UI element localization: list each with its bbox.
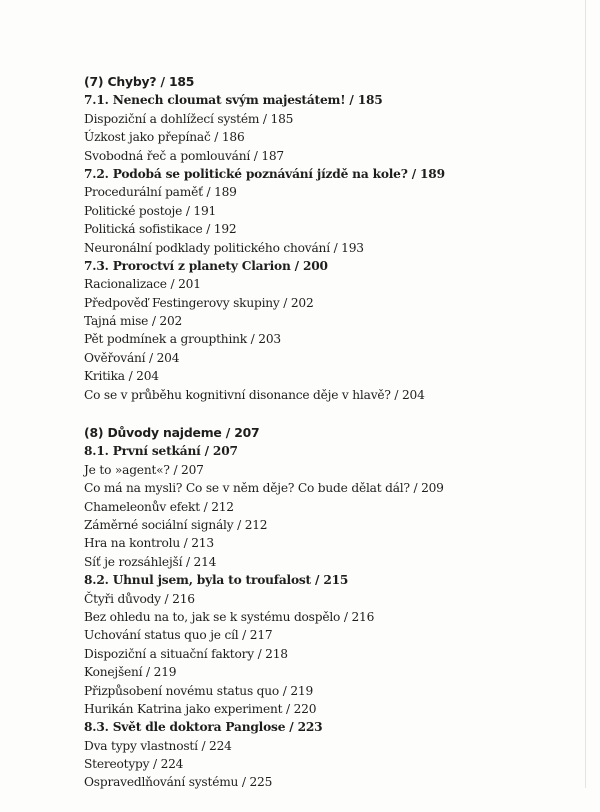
entry-page-number: 186 xyxy=(221,130,245,145)
toc-section-entry xyxy=(84,718,554,736)
entry-title: Záměrné sociální signály xyxy=(84,517,234,532)
entry-title: Pět podmínek a groupthink xyxy=(84,332,247,347)
entry-page-number: 202 xyxy=(159,314,183,329)
entry-separator: / xyxy=(199,499,212,514)
entry-separator: / xyxy=(210,130,222,145)
entry-separator: / xyxy=(221,425,235,441)
entry-separator: / xyxy=(169,462,182,477)
entry-title: (8) Důvody najdeme xyxy=(84,425,222,441)
entry-separator: / xyxy=(202,185,215,200)
entry-page-number: 191 xyxy=(193,203,217,218)
entry-page-number: 189 xyxy=(420,166,445,181)
toc-item-entry xyxy=(84,608,554,626)
entry-title: Politická sofistikace xyxy=(84,222,203,237)
toc-item-entry xyxy=(84,110,554,128)
toc-chapter-entry xyxy=(84,73,554,91)
toc-item-entry xyxy=(84,682,554,700)
entry-title: Racionalizace xyxy=(84,277,167,292)
table-of-contents xyxy=(84,73,554,812)
entry-separator: / xyxy=(259,111,271,126)
entry-title: 7.1. Nenech cloumat svým majestátem! xyxy=(84,93,346,108)
toc-chapter-block xyxy=(84,73,554,404)
entry-title: Procedurální paměť xyxy=(84,185,203,200)
toc-item-entry xyxy=(84,773,554,791)
entry-title: Kritika xyxy=(84,369,125,384)
page-edge xyxy=(585,0,586,788)
entry-title: Bez ohledu na to, jak se k systému dospělo xyxy=(84,609,341,624)
entry-page-number: 207 xyxy=(212,444,238,459)
entry-page-number: 185 xyxy=(168,74,195,89)
entry-page-number: 185 xyxy=(270,111,294,126)
entry-separator: / xyxy=(409,481,422,496)
entry-title: 8.3. Svět dle doktora Panglose xyxy=(84,720,286,735)
entry-title: Tajná mise xyxy=(84,314,149,329)
entry-page-number: 225 xyxy=(249,775,273,790)
toc-item-entry xyxy=(84,461,554,479)
entry-separator: / xyxy=(182,203,194,218)
entry-page-number: 224 xyxy=(209,738,232,753)
entry-title: Politické postoje xyxy=(84,203,183,218)
entry-title: (7) Chyby? xyxy=(84,74,157,89)
entry-title: Síť je rozsáhlejší xyxy=(84,554,183,569)
entry-page-number: 216 xyxy=(351,609,375,624)
toc-item-entry xyxy=(84,330,554,348)
entry-title: Čtyři důvody xyxy=(84,591,161,606)
entry-title: Úzkost jako přepínač xyxy=(84,130,211,145)
entry-separator: / xyxy=(329,240,342,255)
entry-title: 8.1. První setkání xyxy=(84,444,201,459)
entry-separator: / xyxy=(279,683,291,698)
entry-title: Hra na kontrolu xyxy=(84,536,180,551)
entry-page-number: 212 xyxy=(211,499,234,514)
entry-separator: / xyxy=(182,554,194,569)
entry-page-number: 214 xyxy=(193,554,217,569)
entry-separator: / xyxy=(200,444,213,459)
entry-separator: / xyxy=(142,665,154,680)
toc-item-entry xyxy=(84,534,554,552)
entry-page-number: 213 xyxy=(191,536,214,551)
entry-title: Ověřování xyxy=(84,350,146,365)
entry-page-number: 202 xyxy=(290,295,314,310)
toc-chapter-entry xyxy=(84,424,554,442)
entry-page-number: 220 xyxy=(293,701,317,716)
entry-separator: / xyxy=(253,646,266,661)
entry-title: Chameleonův efekt xyxy=(84,499,200,514)
entry-separator: / xyxy=(145,350,157,365)
toc-section-entry xyxy=(84,91,554,109)
entry-page-number: 193 xyxy=(341,240,364,255)
toc-section-entry xyxy=(84,257,554,275)
toc-item-entry xyxy=(84,386,554,404)
entry-separator: / xyxy=(160,591,173,606)
entry-separator: / xyxy=(238,628,250,643)
entry-page-number: 215 xyxy=(323,573,349,588)
entry-page-number: 204 xyxy=(136,369,159,384)
entry-page-number: 216 xyxy=(172,591,195,606)
toc-item-entry xyxy=(84,590,554,608)
toc-item-entry xyxy=(84,700,554,718)
entry-title: Neuronální podklady politického chování xyxy=(84,240,330,255)
entry-title: Ospravedlňování systému xyxy=(84,775,239,790)
entry-separator: / xyxy=(233,517,245,532)
entry-title: Dispoziční a situační faktory xyxy=(84,646,254,661)
entry-separator: / xyxy=(390,387,402,402)
toc-item-entry xyxy=(84,737,554,755)
entry-separator: / xyxy=(202,222,214,237)
toc-section-entry xyxy=(84,571,554,589)
toc-item-entry xyxy=(84,183,554,201)
entry-page-number: 223 xyxy=(297,720,323,735)
entry-separator: / xyxy=(290,258,303,273)
toc-item-entry xyxy=(84,128,554,146)
entry-separator: / xyxy=(197,738,210,753)
entry-page-number: 207 xyxy=(234,425,260,441)
entry-title: Dispoziční a dohlížecí systém xyxy=(84,111,260,126)
toc-item-entry xyxy=(84,498,554,516)
entry-title: 8.2. Uhnul jsem, byla to troufalost xyxy=(84,573,311,588)
entry-page-number: 217 xyxy=(249,628,273,643)
entry-separator: / xyxy=(282,701,294,716)
entry-page-number: 192 xyxy=(213,222,237,237)
entry-page-number: 187 xyxy=(261,148,284,163)
entry-separator: / xyxy=(238,775,250,790)
entry-separator: / xyxy=(247,332,259,347)
toc-item-entry xyxy=(84,626,554,644)
entry-page-number: 219 xyxy=(290,683,314,698)
entry-separator: / xyxy=(407,166,421,181)
toc-item-entry xyxy=(84,553,554,571)
toc-item-entry xyxy=(84,516,554,534)
entry-separator: / xyxy=(345,93,358,108)
entry-title: 7.3. Proroctví z planety Clarion xyxy=(84,258,291,273)
toc-item-entry xyxy=(84,645,554,663)
entry-separator: / xyxy=(285,720,298,735)
entry-page-number: 209 xyxy=(421,481,444,496)
entry-page-number: 203 xyxy=(258,332,281,347)
toc-item-entry xyxy=(84,349,554,367)
toc-item-entry xyxy=(84,275,554,293)
entry-page-number: 204 xyxy=(156,350,180,365)
toc-item-entry xyxy=(84,312,554,330)
toc-section-entry xyxy=(84,165,554,183)
toc-item-entry xyxy=(84,147,554,165)
entry-page-number: 219 xyxy=(153,665,177,680)
entry-page-number: 185 xyxy=(357,93,383,108)
entry-separator: / xyxy=(148,314,160,329)
entry-title: Přizpůsobení novému status quo xyxy=(84,683,280,698)
entry-title: Stereotypy xyxy=(84,757,150,772)
toc-item-entry xyxy=(84,755,554,773)
entry-separator: / xyxy=(279,295,291,310)
entry-separator: / xyxy=(156,74,169,89)
entry-title: Předpověď Festingerovy skupiny xyxy=(84,295,280,310)
entry-title: Uchování status quo je cíl xyxy=(84,628,239,643)
toc-item-entry xyxy=(84,367,554,385)
toc-item-entry xyxy=(84,239,554,257)
entry-title: Co se v průběhu kognitivní disonance děje v hlavě? xyxy=(84,387,391,402)
entry-separator: / xyxy=(124,369,137,384)
entry-separator: / xyxy=(311,573,324,588)
entry-page-number: 212 xyxy=(244,517,268,532)
entry-separator: / xyxy=(166,277,179,292)
toc-item-entry xyxy=(84,202,554,220)
entry-page-number: 204 xyxy=(402,387,425,402)
entry-page-number: 201 xyxy=(178,277,201,292)
entry-separator: / xyxy=(149,757,161,772)
toc-item-entry xyxy=(84,294,554,312)
entry-title: Dva typy vlastností xyxy=(84,738,198,753)
entry-separator: / xyxy=(250,148,262,163)
entry-page-number: 218 xyxy=(265,646,288,661)
entry-page-number: 207 xyxy=(181,462,204,477)
entry-title: Konejšení xyxy=(84,665,143,680)
toc-item-entry xyxy=(84,220,554,238)
entry-separator: / xyxy=(340,609,352,624)
toc-item-entry xyxy=(84,479,554,497)
entry-title: Svobodná řeč a pomlouvání xyxy=(84,148,251,163)
entry-title: Co má na mysli? Co se v něm děje? Co bude dělat dál? xyxy=(84,481,410,496)
entry-title: Hurikán Katrina jako experiment xyxy=(84,701,283,716)
entry-title: 7.2. Podobá se politické poznávání jízdě na kole? xyxy=(84,166,408,181)
toc-section-entry xyxy=(84,442,554,460)
entry-page-number: 189 xyxy=(214,185,237,200)
entry-page-number: 224 xyxy=(160,757,184,772)
entry-page-number: 200 xyxy=(302,258,328,273)
toc-item-entry xyxy=(84,663,554,681)
toc-chapter-block xyxy=(84,424,554,792)
entry-separator: / xyxy=(179,536,192,551)
entry-title: Je to »agent«? xyxy=(84,462,170,477)
